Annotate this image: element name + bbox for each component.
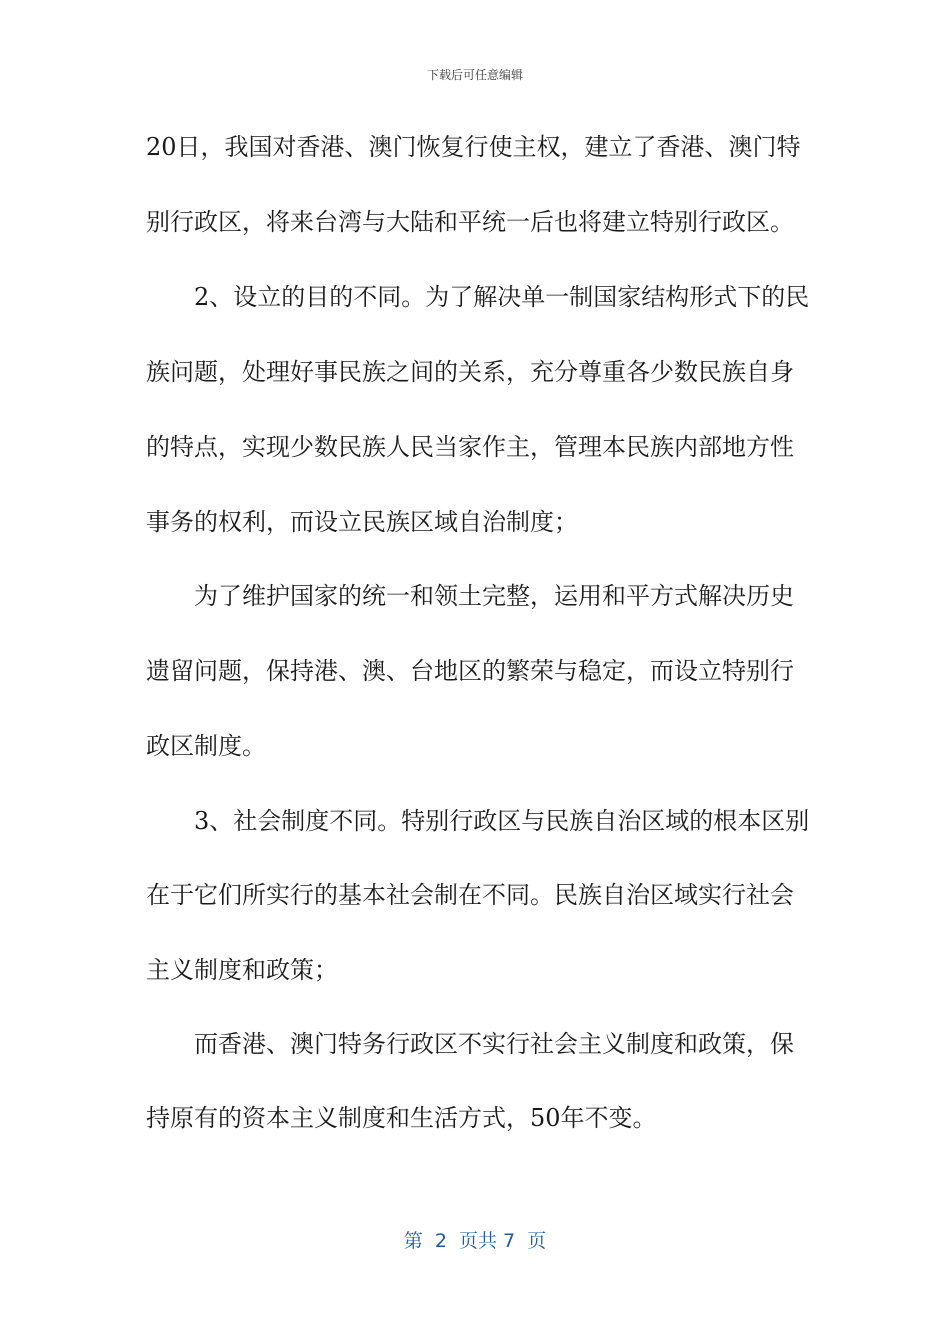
text-line: 事务的权利，而设立民族区域自治制度； [146, 508, 578, 536]
text-line: 族问题，处理好事民族之间的关系，充分尊重各少数民族自身 [146, 358, 794, 386]
text-line: 2、设立的目的不同。为了解决单一制国家结构形式下的民 [194, 283, 810, 311]
text-line: 别行政区，将来台湾与大陆和平统一后也将建立特别行政区。 [146, 208, 794, 236]
page-number: 第 2 页共 7 页 [403, 1230, 547, 1252]
text-line: 而香港、澳门特务行政区不实行社会主义制度和政策，保 [194, 1030, 794, 1058]
text-line: 持原有的资本主义制度和生活方式，50年不变。 [146, 1104, 657, 1132]
download-note: 下载后可任意编辑 [426, 68, 523, 82]
text-line: 政区制度。 [146, 732, 266, 760]
text-line: 遗留问题，保持港、澳、台地区的繁荣与稳定，而设立特别行 [146, 657, 794, 685]
text-line: 3、社会制度不同。特别行政区与民族自治区域的根本区别 [194, 807, 810, 835]
text-line: 为了维护国家的统一和领土完整，运用和平方式解决历史 [194, 582, 794, 610]
text-line: 的特点，实现少数民族人民当家作主，管理本民族内部地方性 [146, 433, 794, 461]
text-line: 20日，我国对香港、澳门恢复行使主权，建立了香港、澳门特 [146, 133, 801, 161]
text-line: 主义制度和政策； [146, 956, 338, 984]
text-line: 在于它们所实行的基本社会制在不同。民族自治区域实行社会 [146, 881, 794, 909]
